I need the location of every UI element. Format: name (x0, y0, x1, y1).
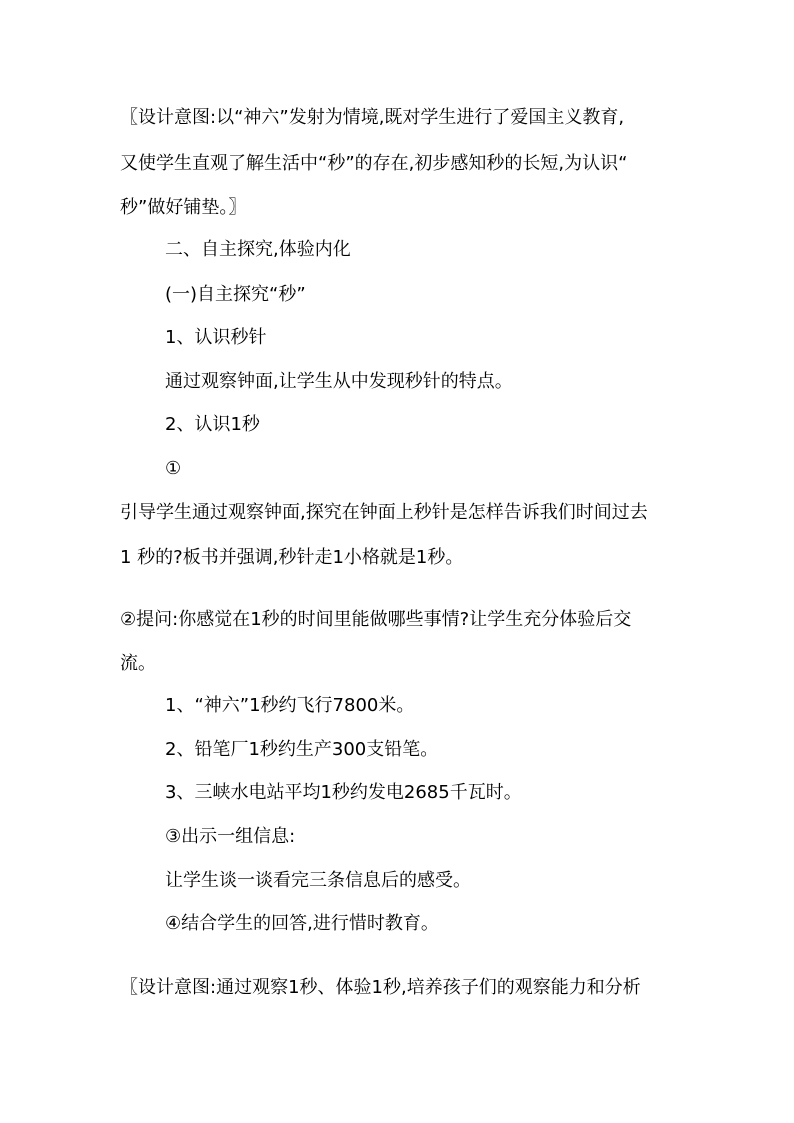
circled-number-1: ① (165, 458, 182, 479)
info-item-1: 1、“神六”1秒约飞行7800米。 (165, 695, 415, 716)
design-intent-line-2: 又使学生直观了解生活中“秒”的存在,初步感知秒的长短,为认识“ (120, 153, 628, 174)
section-heading: 二、自主探究,体验内化 (165, 239, 351, 260)
question-line-2: 流。 (120, 653, 156, 674)
time-education-text: ④结合学生的回答,进行惜时教育。 (165, 913, 439, 934)
design-intent-line-3: 秒”做好铺垫。〗 (120, 197, 247, 218)
design-intent-line-1: 〖设计意图:以“神六”发射为情境,既对学生进行了爱国主义教育, (120, 107, 625, 128)
step-1-heading: 1、认识秒针 (165, 327, 267, 348)
discussion-text: 让学生谈一谈看完三条信息后的感受。 (165, 870, 471, 891)
subsection-heading: (一)自主探究“秒” (165, 284, 306, 305)
step-2-heading: 2、认识1秒 (165, 414, 260, 435)
guide-text-line-2: 1 秒的?板书并强调,秒针走1小格就是1秒。 (120, 547, 464, 568)
step-1-text: 通过观察钟面,让学生从中发现秒针的特点。 (165, 371, 513, 392)
design-intent-2-line-1: 〖设计意图:通过观察1秒、体验1秒,培养孩子们的观察能力和分析 (120, 977, 641, 998)
guide-text-line-1: 引导学生通过观察钟面,探究在钟面上秒针是怎样告诉我们时间过去 (120, 502, 648, 523)
show-info-heading: ③出示一组信息: (165, 826, 296, 847)
info-item-3: 3、三峡水电站平均1秒约发电2685千瓦时。 (165, 782, 522, 803)
info-item-2: 2、铅笔厂1秒约生产300支铅笔。 (165, 739, 439, 760)
question-line-1: ②提问:你感觉在1秒的时间里能做哪些事情?让学生充分体验后交 (120, 609, 632, 630)
